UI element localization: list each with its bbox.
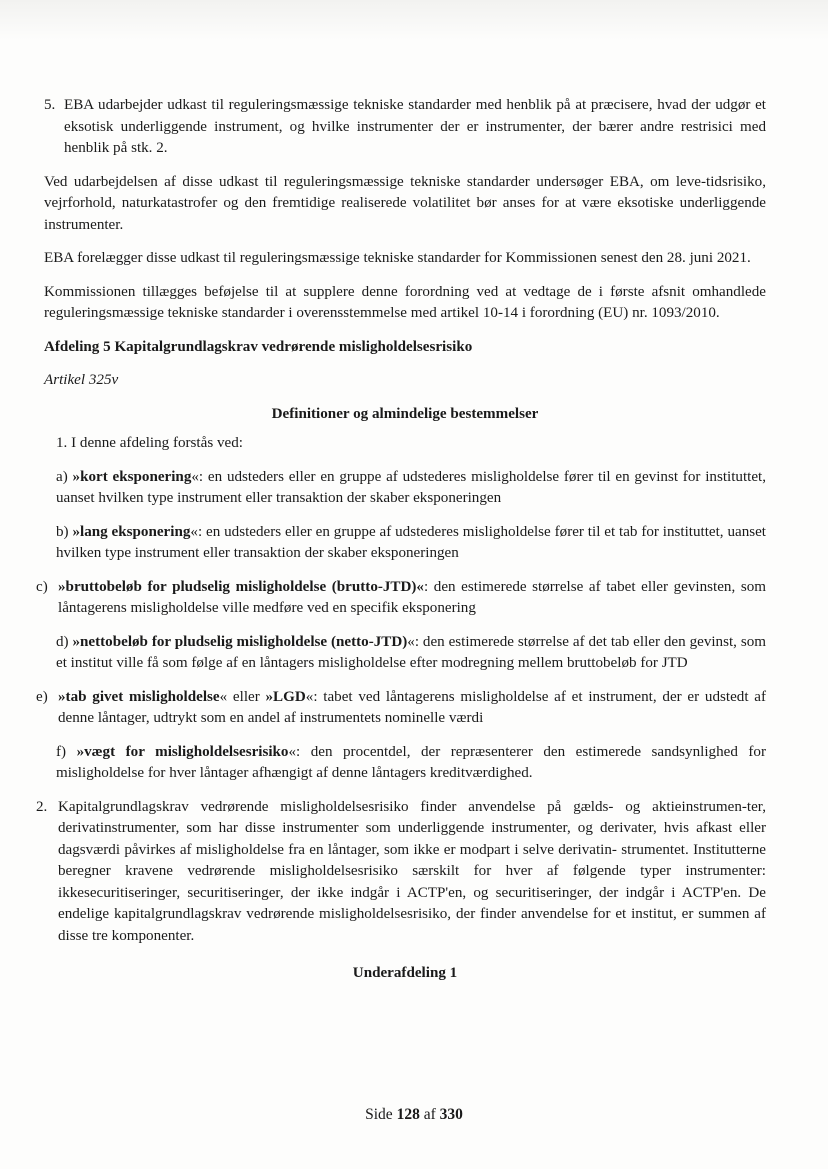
paragraph-5-subparagraph-4: Kommissionen tillægges beføjelse til at supplere denne forordning ved at vedtage de i første afsnit omhandlede reguleringsmæssige tekniske standarder i overensstemmelse med artikel 10-14 i forordning (EU) nr. 1093/2010. [44, 283, 766, 321]
paragraph-5 [44, 95, 766, 160]
page-content [36, 95, 767, 985]
article-number: Artikel 325v [44, 372, 119, 388]
paragraph-5-subparagraph-2: Ved udarbejdelsen af disse udkast til reguleringsmæssige tekniske standarder undersøger EBA, om leve-tidsrisiko, vejrforhold, naturkatastrofer og den fremtidige realiserede volatilitet bør anses for at være eksotiske underliggende instrumenter. [44, 173, 766, 233]
definition-term: »lang eksponering [72, 523, 191, 540]
footer-total-pages: 330 [439, 1106, 463, 1123]
definition-letter: e) [36, 688, 48, 705]
definition-b [44, 522, 766, 565]
definition-term: »nettobeløb for pludselig misligholdelse (netto-JTD) [72, 633, 408, 650]
scan-shadow [0, 0, 828, 40]
point-1 [44, 433, 766, 455]
section-heading: Afdeling 5 Kapitalgrundlagskrav vedrørende misligholdelsesrisiko [44, 338, 473, 355]
point-2 [36, 797, 766, 948]
definition-letter: b) [56, 523, 69, 540]
definition-text: : den estimerede størrelse af tabet eller gevinsten, som låntagerens misligholdelse ville medføre ved en specifik eksponering [58, 578, 766, 616]
article-title: Definitioner og almindelige bestemmelser [271, 405, 539, 422]
definition-term-abbreviation: »LGD [265, 688, 306, 705]
definition-d [44, 632, 766, 675]
definition-f [44, 742, 766, 785]
definition-letter: a) [56, 468, 68, 485]
definition-letter: c) [36, 578, 48, 595]
definition-term: »vægt for misligholdelsesrisiko [76, 743, 289, 760]
definition-text: «: tabet ved låntagerens misligholdelse af et instrument, der er udstedt af denne låntager, udtrykt som en andel af instrumentets nominelle værdi [58, 688, 767, 726]
definition-letter: d) [56, 633, 69, 650]
paragraph-text: EBA udarbejder udkast til reguleringsmæssige tekniske standarder med henblik på at præcisere, hvad der udgør et eksotisk underliggende instrument, og hvilke instrumenter der er instrumenter, der bærer andre restrisici med henblik på stk. 2. [64, 97, 766, 156]
point-text: I denne afdeling forstås ved: [71, 435, 243, 451]
paragraph-number: 5. [44, 97, 56, 113]
definition-e [36, 687, 766, 730]
footer-page-number: 128 [396, 1106, 420, 1123]
definition-text: «: den procentdel, der repræsenterer den estimerede sandsynlighed for misligholdelse for hver låntager afhængigt af denne låntagers kreditværdighed. [56, 743, 766, 781]
definition-text: «: en udsteders eller en gruppe af udstederes misligholdelse fører til en gevinst for instituttet, uanset hvilken type instrument eller transaktion der skaber eksponeringen [56, 468, 766, 506]
definition-connector: « eller [219, 688, 266, 705]
page-footer [0, 1106, 828, 1124]
subsection-heading: Underafdeling 1 [352, 965, 458, 981]
definition-term: »tab givet misligholdelse [58, 688, 220, 705]
footer-middle: af [419, 1106, 440, 1123]
definition-letter: f) [56, 743, 67, 760]
definition-a [44, 467, 766, 510]
point-number: 2. [36, 798, 48, 815]
definition-term: »kort eksponering [72, 468, 192, 485]
definition-text: «: en udsteders eller en gruppe af udstederes misligholdelse fører til et tab for instituttet, uanset hvilken type instrument eller transaktion der skaber eksponeringen [56, 523, 767, 561]
point-number: 1. [56, 435, 68, 451]
point-text: Kapitalgrundlagskrav vedrørende misligholdelsesrisiko finder anvendelse på gælds- og aktieinstrumen-ter, derivatinstrumenter, som har disse instrumenter som underliggende instrumenter, og derivater, hvis afkast eller dagsværdi påvirkes af misligholdelse fra en låntager, som ikke er modpart i selve derivatin- strumentet. Institutterne beregner kravene vedrørende misligholdelsesrisiko særskilt for hver af følgende typer instrumenter: ikkesecuritiseringer, securitiseringer, der ikke indgår i ACTP'en, og securitiseringer, der indgår i ACTP'en. De endelige kapitalgrundlagskrav vedrørende misligholdelsesrisiko, der finder anvendelse for et institut, er summen af disse tre komponenter. [58, 798, 766, 944]
paragraph-5-subparagraph-3: EBA forelægger disse udkast til reguleringsmæssige tekniske standarder for Kommissionen senest den 28. juni 2021. [44, 250, 751, 266]
footer-prefix: Side [365, 1106, 397, 1123]
definition-term: »bruttobeløb for pludselig misligholdelse (brutto-JTD)« [58, 578, 424, 595]
definition-text: «: den estimerede størrelse af det tab eller den gevinst, som et institut ville få som følge af en låntagers misligholdelse efter modregning mellem bruttobeløb for JTD [56, 633, 766, 671]
definition-c [36, 577, 766, 620]
